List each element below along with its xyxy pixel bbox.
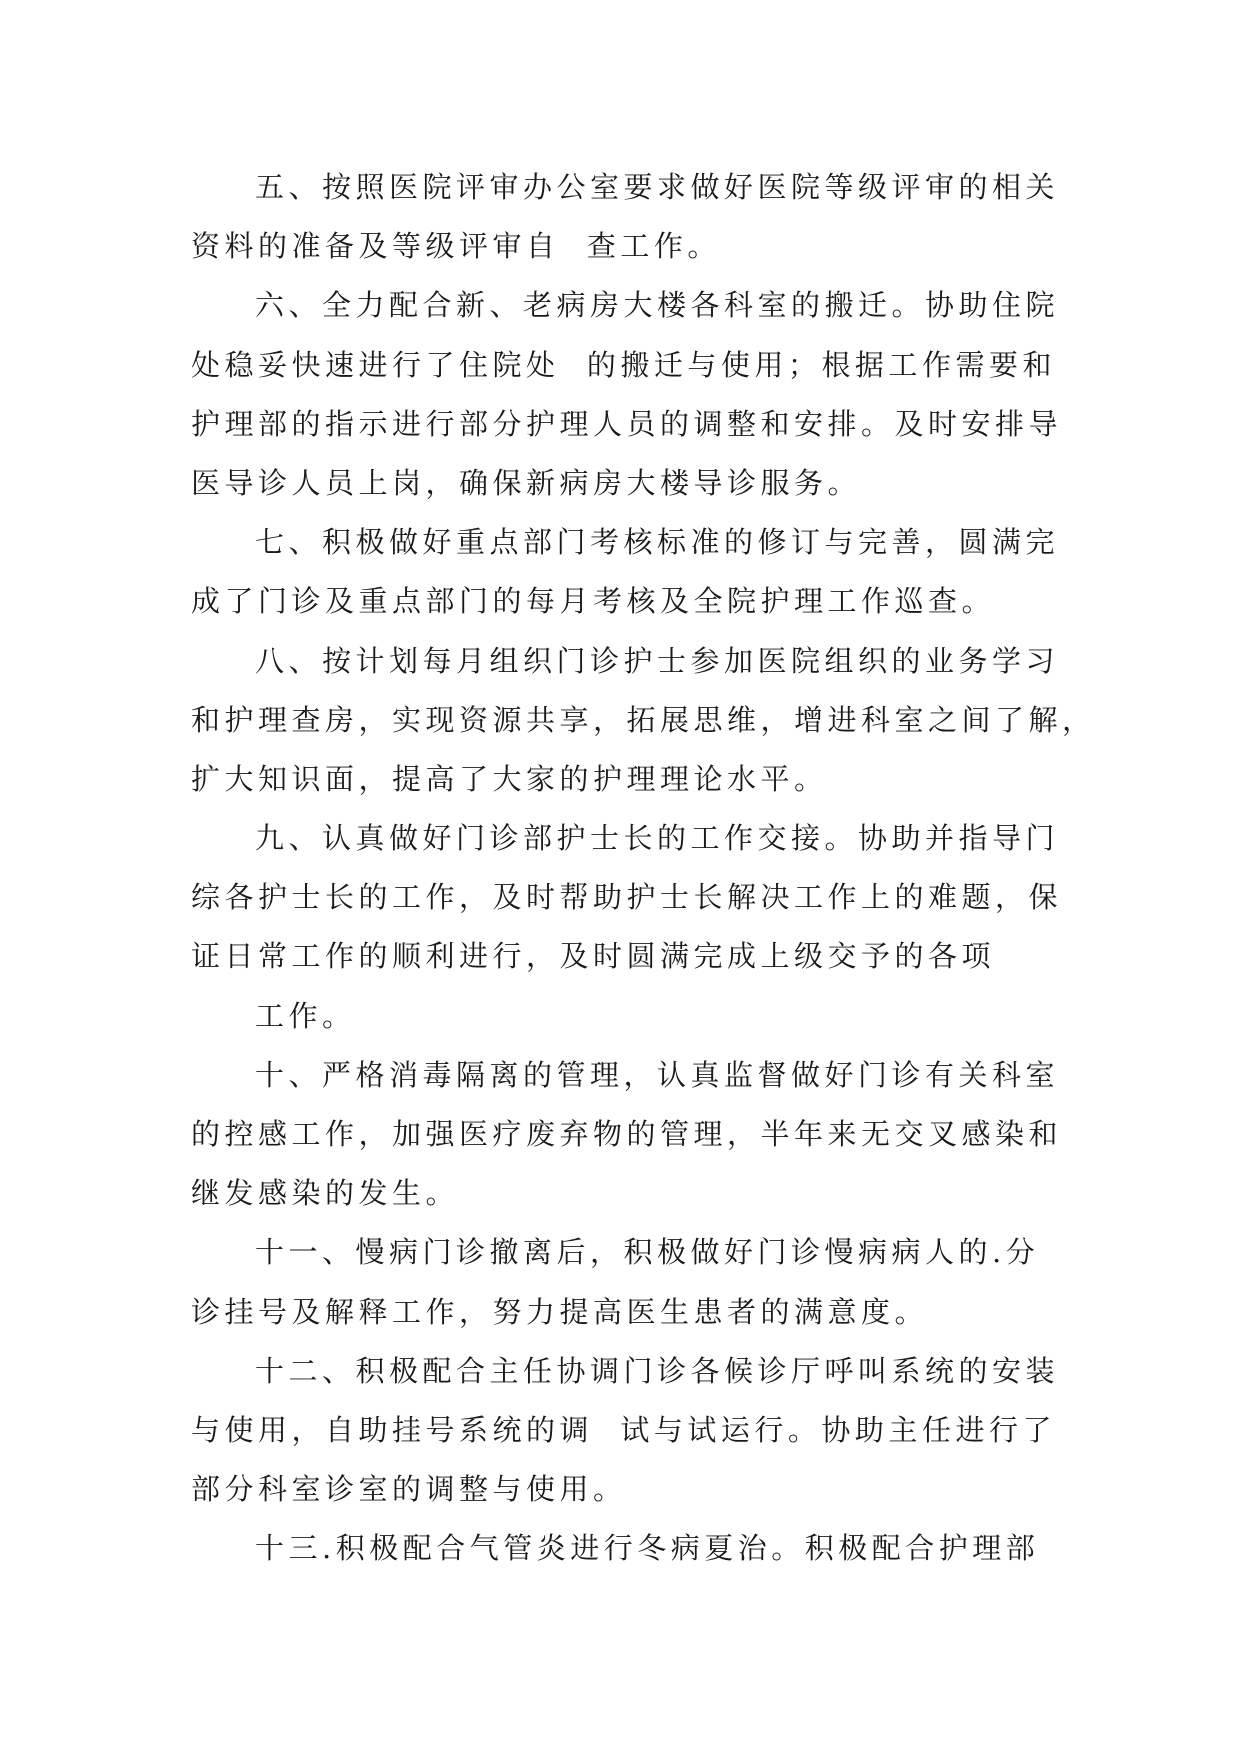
text-line: 六、全力配合新、老病房大楼各科室的搬迁。协助住院 [255, 288, 1060, 323]
text-line: 处稳妥快速进行了住院处 的搬迁与使用；根据工作需要和 [191, 347, 1056, 382]
text-line: 十二、积极配合主任协调门诊各候诊厅呼叫系统的安装 [255, 1353, 1060, 1388]
text-line: 十、严格消毒隔离的管理，认真监督做好门诊有关科室 [255, 1057, 1060, 1092]
text-line: 十三.积极配合气管炎进行冬病夏治。积极配合护理部 [255, 1531, 1040, 1566]
text-line: 十一、慢病门诊撤离后，积极做好门诊慢病病人的.分 [255, 1235, 1040, 1270]
text-line: 八、按计划每月组织门诊护士参加医院组织的业务学习 [255, 643, 1060, 678]
text-line: 证日常工作的顺利进行，及时圆满完成上级交予的各项 [191, 939, 996, 974]
text-line: 成了门诊及重点部门的每月考核及全院护理工作巡查。 [191, 584, 996, 619]
text-line: 诊挂号及解释工作，努力提高医生患者的满意度。 [191, 1294, 929, 1329]
text-line: 七、积极做好重点部门考核标准的修订与完善，圆满完 [255, 525, 1060, 560]
text-line: 医导诊人员上岗，确保新病房大楼导诊服务。 [191, 465, 862, 500]
text-line: 部分科室诊室的调整与使用。 [191, 1472, 627, 1507]
text-line: 五、按照医院评审办公室要求做好医院等级评审的相关 [255, 170, 1060, 204]
text-line: 综各护士长的工作，及时帮助护士长解决工作上的难题，保 [191, 880, 1063, 915]
text-line: 继发感染的发生。 [191, 1176, 460, 1211]
text-line: 九、认真做好门诊部护士长的工作交接。协助并指导门 [255, 821, 1060, 856]
text-line: 扩大知识面，提高了大家的护理理论水平。 [191, 761, 828, 796]
text-line: 工作。 [255, 998, 356, 1033]
text-line: 护理部的指示进行部分护理人员的调整和安排。及时安排导 [191, 406, 1063, 441]
text-line: 资料的准备及等级评审自 查工作。 [191, 229, 721, 264]
text-line: 的控感工作，加强医疗废弃物的管理，半年来无交叉感染和 [191, 1117, 1063, 1151]
text-line: 与使用，自助挂号系统的调 试与试运行。协助主任进行了 [191, 1412, 1056, 1447]
document-body [191, 158, 1096, 1579]
text-line: 和护理查房，实现资源共享，拓展思维，增进科室之间了解， [191, 702, 1096, 737]
